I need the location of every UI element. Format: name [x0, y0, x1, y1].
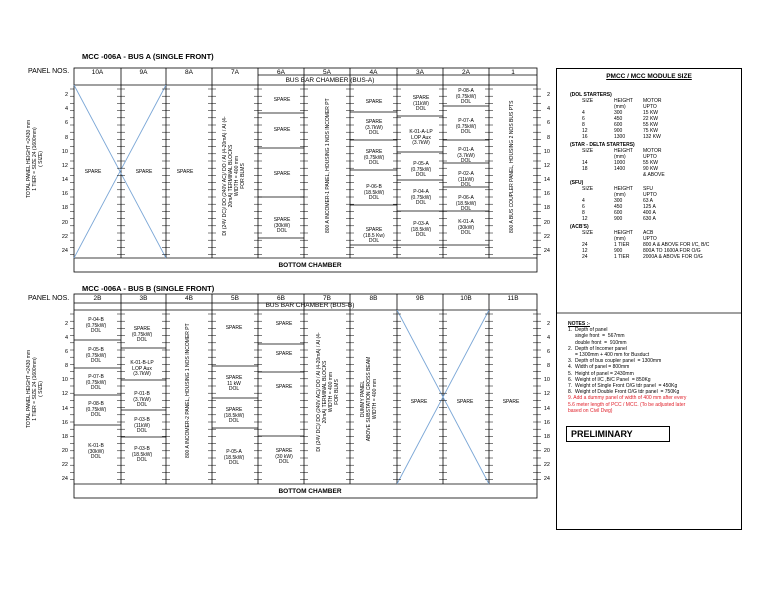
bus-b-right-scale: 20	[543, 447, 550, 454]
legend-section-heading: (DOL STARTERS)	[570, 92, 612, 98]
bus-a-6a-cell-4: SPARE (30kW) DOL	[273, 217, 291, 234]
bus-b-panel-8b: 8B	[369, 295, 378, 302]
preliminary-label: PRELIMINARY	[571, 429, 633, 439]
bus-b-right-scale: 4	[546, 335, 550, 342]
legend-cell: 24	[582, 254, 588, 260]
notes-block	[568, 321, 686, 414]
bus-b-2b-cell-2: P-05-B (0.75kW) DOL	[85, 347, 107, 364]
legend-cell: UPTO	[643, 192, 657, 198]
bus-b-left-scale: 10	[61, 377, 68, 384]
bus-b-left-scale: 12	[61, 391, 68, 398]
bus-b-5b-cell-1: SPARE	[225, 325, 243, 331]
bus-b-2b-cell-1: P-04-B (0.75kW) DOL	[85, 317, 107, 334]
bus-a-panel-5a: 5A	[323, 69, 331, 76]
legend-cell: 1300	[614, 134, 626, 140]
bus-a-2a-cell-6: K-01-A (30kW) DOL	[457, 219, 475, 236]
bus-a-10a-spare: SPARE	[84, 169, 102, 175]
bus-a-2a-cell-3: P-01-A (3.7kW) DOL	[457, 147, 475, 164]
bus-b-7b-terminal-blocks: DI (24V DC)/ DO (240V AC)/ DO / AI (4-20mA) / AI (4-20mA) TERMINAL BLOCKS WIDTH = 400 mm FOR BLMS	[316, 332, 340, 452]
legend-cell: HEIGHT	[614, 148, 633, 154]
legend-cell: 15 KW	[643, 110, 659, 116]
bus-b-panel-2b: 2B	[93, 295, 102, 302]
bus-b-panel-3b: 3B	[139, 295, 148, 302]
bus-a-right-scale: 6	[546, 120, 550, 127]
bus-b-right-scale: 24	[543, 476, 550, 482]
bus-a-right-scale: 14	[543, 177, 550, 184]
legend-cell: (mm)	[614, 104, 626, 110]
legend-cell: 600	[614, 210, 623, 216]
bus-b-9b-spare: SPARE	[410, 399, 428, 405]
bus-a-left-scale: 2	[64, 92, 68, 98]
bus-b-panel-5b: 5B	[231, 295, 239, 302]
note-line: 7. Weight of Single Front O/G tdr panel = 450Kg	[568, 383, 678, 390]
bus-a-right-scale: 22	[543, 233, 550, 240]
bus-b-6b-cell-1: SPARE	[275, 321, 293, 327]
bus-b-3b-cell-3: P-01-B (3.7kW) DOL	[133, 391, 151, 408]
bus-b-10b-spare: SPARE	[456, 399, 474, 405]
bus-b-bottom-chamber: BOTTOM CHAMBER	[278, 488, 342, 495]
bus-a-3a-cell-2: K-01-A-LP LOP Aux (3.7kW)	[409, 129, 433, 146]
notes-title: NOTES :-	[568, 321, 590, 327]
bus-b-3b-cell-1: SPARE (0.75kW) DOL	[131, 326, 153, 343]
legend-cell: SIZE	[582, 230, 594, 236]
bus-a-3a-cell-3: P-05-A (0.75kW) DOL	[410, 161, 432, 178]
legend-cell: SIZE	[582, 98, 594, 104]
bus-b-right-scale: 14	[543, 405, 550, 412]
bus-b-3b-cell-5: P-03-B (18.5kW) DOL	[131, 446, 153, 463]
bus-a-left-scale: 10	[61, 148, 68, 155]
legend-cell: 1000	[614, 160, 626, 166]
bus-a-panel-3a: 3A	[416, 69, 424, 76]
bus-b-panel-11b: 11B	[507, 295, 519, 302]
bus-b-5b-cell-2: SPARE 11 kW DOL	[225, 375, 243, 392]
bus-a-right-scale: 2	[546, 92, 550, 98]
bus-a-1-bus-coupler: 800 A BUS COUPLER PANEL, HOUSING 2 NOS BUS PTS	[509, 100, 515, 233]
legend-cell: 14	[582, 160, 588, 166]
note-line: 5. Height of panel = 2430mm	[568, 370, 634, 377]
bus-b-panel-10b: 10B	[460, 295, 472, 302]
bus-b-left-scale: 18	[61, 433, 68, 440]
legend-cell: SFU	[643, 186, 653, 192]
bus-a-2a-cell-5: P-06-A (18.5kW) DOL	[455, 195, 477, 212]
bus-b-height-note: TOTAL PANEL HEIGHT =2430 mm 1 TIER = SIZE 24 (1600mm) ( SIZE)	[26, 349, 44, 429]
bus-b-left-scale: 2	[64, 321, 68, 327]
bus-a-4a-cell-2: SPARE (3.7kW) DOL	[365, 119, 383, 136]
bus-b-left-scale: 20	[61, 447, 68, 454]
bus-b-left-scale: 4	[64, 335, 68, 342]
bus-b-2b-cell-3: P-07-B (0.75kW) DOL	[85, 374, 107, 391]
bus-a-6a-cell-2: SPARE	[273, 127, 291, 133]
legend-cell: 90 KW	[643, 166, 659, 172]
bus-a-right-scale: 12	[543, 162, 550, 169]
bus-b-left-scale: 8	[64, 363, 68, 370]
legend-cell: 450	[614, 204, 623, 210]
legend-cell: 900	[614, 216, 623, 222]
legend-cell: 12	[582, 128, 588, 134]
bus-a-left-scale: 4	[64, 106, 68, 113]
bus-a-right-scale: 18	[543, 205, 550, 212]
note-line: 1. Depth of panel	[568, 327, 608, 334]
bus-b-panel-7b: 7B	[323, 295, 331, 302]
legend-cell: 22 KW	[643, 116, 659, 122]
bus-b-right-scale: 8	[546, 363, 550, 370]
bus-a-left-scale: 18	[61, 205, 68, 212]
bus-a-right-scale: 4	[546, 106, 550, 113]
legend-cell: 630 A	[643, 216, 656, 222]
legend-cell: 800A TO 1600A FOR O/G	[643, 248, 701, 254]
legend-cell: HEIGHT	[614, 230, 633, 236]
legend-cell: 1 TIER	[614, 254, 630, 260]
bus-a-left-scale: 24	[61, 248, 68, 254]
bus-b-3b-cell-4: P-03-B (11kW) DOL	[134, 417, 150, 434]
legend-cell: HEIGHT	[614, 98, 633, 104]
legend-cell: 132 KW	[643, 134, 661, 140]
legend-cell: 900	[614, 128, 623, 134]
bus-a-4a-cell-5: SPARE (18.5 Kw) DOL	[363, 227, 385, 244]
bus-b-right-scale: 2	[546, 321, 550, 327]
legend-title: PMCC / MCC MODULE SIZE	[606, 73, 692, 80]
bus-a-5a-incomer: 800 A INCOMER-1 PANEL, HOUSING 1 NOS INCOMER PT	[325, 98, 331, 233]
panel-nos-label-b: PANEL NOS.	[28, 295, 70, 302]
bus-b-right-scale: 10	[543, 377, 550, 384]
bus-a-right-scale: 8	[546, 134, 550, 141]
bus-a-panel-6a: 6A	[277, 69, 285, 76]
bus-a-height-note: TOTAL PANEL HEIGHT =2430 mm 1 TIER = SIZE 24 (1600mm) ( SIZE)	[26, 119, 44, 199]
legend-cell: MOTOR	[643, 98, 662, 104]
bus-b-5b-cell-3: SPARE (18.5kW) DOL	[223, 407, 245, 424]
note-line: 6. Weight of I/C ,B/C Panel = 850Kg	[568, 376, 651, 383]
bus-b-left-scale: 24	[61, 476, 68, 482]
bus-a-panel-8a: 8A	[185, 69, 193, 76]
bus-a-panel-10a: 10A	[91, 69, 104, 76]
legend-cell: 300	[614, 198, 623, 204]
bus-a-2a-cell-2: P-07-A (0.75kW) DOL	[455, 118, 477, 135]
legend-cell: ACB	[643, 230, 654, 236]
bus-a-left-scale: 8	[64, 134, 68, 141]
bus-b-panel-9b: 9B	[416, 295, 424, 302]
legend-cell: 800 A & ABOVE FOR I/C, B/C	[643, 242, 710, 248]
legend-cell: 1400	[614, 166, 626, 172]
note-line: 3. Depth of bus coupler panel = 1300mm	[568, 358, 662, 365]
legend-cell: (mm)	[614, 236, 626, 242]
bus-a-panel-9a: 9A	[139, 69, 148, 76]
bus-a-3a-cell-5: P-03-A (18.5kW) DOL	[410, 221, 432, 238]
note-line: 8. Weight of Double Front O/G tdr panel = 750Kg	[568, 389, 680, 396]
legend-cell: 2000A & ABOVE FOR O/G	[643, 254, 703, 260]
bus-a-6a-cell-1: SPARE	[273, 97, 291, 103]
bus-a-3a-cell-4: P-04-A (0.75kW) DOL	[410, 189, 432, 206]
legend-cell: 63 A	[643, 198, 654, 204]
bus-b-right-scale: 12	[543, 391, 550, 398]
bus-b-8b-dummy-panel: DUMMY PANEL ABOVE SUBSTATION CROSS BEAM WIDTH = 400 mm	[360, 356, 378, 442]
bus-a-4a-cell-1: SPARE	[365, 99, 383, 105]
legend-section-heading: (SFU)	[570, 180, 584, 186]
bus-a-left-scale: 20	[61, 219, 68, 226]
bus-a-panel-7a: 7A	[231, 69, 239, 76]
legend-cell: 55 KW	[643, 160, 659, 166]
bus-b-title: MCC -006A - BUS B (SINGLE FRONT)	[82, 284, 215, 293]
legend-cell: 55 KW	[643, 122, 659, 128]
legend-cell: 8	[582, 122, 585, 128]
legend-cell: SIZE	[582, 148, 594, 154]
note-line: 2. Depth of Incomer panel	[568, 345, 627, 352]
bus-b-panel-4b: 4B	[185, 295, 193, 302]
bus-a-left-scale: 16	[61, 191, 68, 198]
note-line: double front = 910mm	[568, 339, 627, 346]
legend-cell: & ABOVE	[643, 172, 665, 178]
bus-a-9a-spare: SPARE	[135, 169, 153, 175]
bus-b-right-scale: 18	[543, 433, 550, 440]
legend-cell: UPTO	[643, 154, 657, 160]
legend-cell: 600	[614, 122, 623, 128]
note-line: = 1300mm + 400 mm for Busduct	[568, 352, 650, 359]
bus-b-right-scale: 22	[543, 461, 550, 468]
bus-b-right-scale: 16	[543, 419, 550, 426]
bus-b-3b-cell-2: K-01-B-LP LOP Aux (3.7kW)	[130, 360, 154, 377]
bus-b-left-scale: 16	[61, 419, 68, 426]
bus-b-11b-spare: SPARE	[502, 399, 520, 405]
legend-section-heading: (STAR - DELTA STARTERS)	[570, 142, 635, 148]
bus-a-panel-2a: 2A	[462, 69, 470, 76]
bus-b-6b-cell-2: SPARE	[275, 351, 293, 357]
legend-cell: 125 A	[643, 204, 656, 210]
bus-a-4a-cell-3: SPARE (0.75kW) DOL	[363, 149, 385, 166]
legend-cell: 300	[614, 110, 623, 116]
note-line: 4. Width of panel = 800mm	[568, 364, 630, 371]
bus-a-right-scale: 16	[543, 191, 550, 198]
legend-cell: 4	[582, 110, 585, 116]
legend-cell: 12	[582, 248, 588, 254]
bus-a-right-scale: 10	[543, 148, 550, 155]
bus-a-right-scale: 24	[543, 248, 550, 254]
legend-cell: 4	[582, 198, 585, 204]
bus-a-2a-cell-4: P-02-A (11kW) DOL	[458, 171, 474, 188]
legend-cell: 450	[614, 116, 623, 122]
note-line: single front = 567mm	[568, 333, 625, 340]
bus-a-title: MCC -006A - BUS A (SINGLE FRONT)	[82, 52, 214, 61]
bus-a-right-scale: 20	[543, 219, 550, 226]
bus-a-left-scale: 6	[64, 120, 68, 127]
legend-cell: 24	[582, 242, 588, 248]
bus-a-left-scale: 14	[61, 177, 68, 184]
legend-cell: 75 KW	[643, 128, 659, 134]
bus-b-left-scale: 22	[61, 461, 68, 468]
legend-cell: 18	[582, 166, 588, 172]
panel-nos-label-a: PANEL NOS.	[28, 68, 70, 75]
legend-cell: (mm)	[614, 192, 626, 198]
bus-a-panel-1: 1	[511, 69, 515, 76]
bus-b-6b-cell-4: SPARE (30 kW) DOL	[275, 448, 293, 465]
legend-cell: 16	[582, 134, 588, 140]
bus-a-4a-cell-4: P-06-B (18.5kW) DOL	[363, 184, 385, 201]
bus-a-6a-cell-3: SPARE	[273, 171, 291, 177]
legend-cell: UPTO	[643, 236, 657, 242]
legend-cell: 400 A	[643, 210, 656, 216]
legend-cell: (mm)	[614, 154, 626, 160]
bus-a-left-scale: 12	[61, 162, 68, 169]
legend-cell: UPTO	[643, 104, 657, 110]
legend-cell: 8	[582, 210, 585, 216]
bus-b-busbar-chamber: BUS BAR CHAMBER (BUS-B)	[265, 302, 355, 309]
bus-b-left-scale: 6	[64, 349, 68, 356]
bus-a-3a-cell-1: SPARE (11kW) DOL	[412, 95, 430, 112]
legend-cell: 1 TIER	[614, 242, 630, 248]
legend-cell: 6	[582, 204, 585, 210]
bus-b-6b-cell-3: SPARE	[275, 384, 293, 390]
bus-a-7a-terminal-blocks: DI (24V DC)/ DO (240V AC)/ DO / AI (4-20mA) / AI (4-20mA) TERMINAL BLOCKS WIDTH = 400 mm FOR BLMS	[222, 116, 246, 236]
bus-a-busbar-chamber: BUS BAR CHAMBER (BUS-A)	[285, 77, 375, 84]
bus-a-left-scale: 22	[61, 233, 68, 240]
bus-b-5b-cell-4: P-05-A (18.5kW) DOL	[223, 449, 245, 466]
bus-b-2b-cell-4: P-08-B (0.75kW) DOL	[85, 401, 107, 418]
bus-a-panel-4a: 4A	[369, 69, 378, 76]
bus-b-2b-cell-5: K-01-B (30kW) DOL	[87, 443, 105, 460]
bus-a-bottom-chamber: BOTTOM CHAMBER	[278, 262, 342, 269]
bus-a-8a-spare: SPARE	[176, 169, 194, 175]
note-9: 9. Add a dummy panel of width of 400 mm after every 5.6 meter length of PCC / MCC. (To be adjusted later based on Civil Dwg)	[568, 395, 687, 414]
legend-cell: 6	[582, 116, 585, 122]
legend-cell: 12	[582, 216, 588, 222]
legend-cell: SIZE	[582, 186, 594, 192]
bus-a-2a-cell-1: P-08-A (0.75kW) DOL	[455, 88, 477, 105]
bus-b-left-scale: 14	[61, 405, 68, 412]
bus-b-4b-incomer: 800 A INCOMER-2 PANEL, HOUSING 1 NOS INCOMER PT	[185, 323, 191, 458]
legend-cell: HEIGHT	[614, 186, 633, 192]
bus-b-right-scale: 6	[546, 349, 550, 356]
legend-cell: MOTOR	[643, 148, 662, 154]
legend-section-heading: (ACB'S)	[570, 224, 589, 230]
legend-cell: 900	[614, 248, 623, 254]
bus-b-panel-6b: 6B	[277, 295, 285, 302]
